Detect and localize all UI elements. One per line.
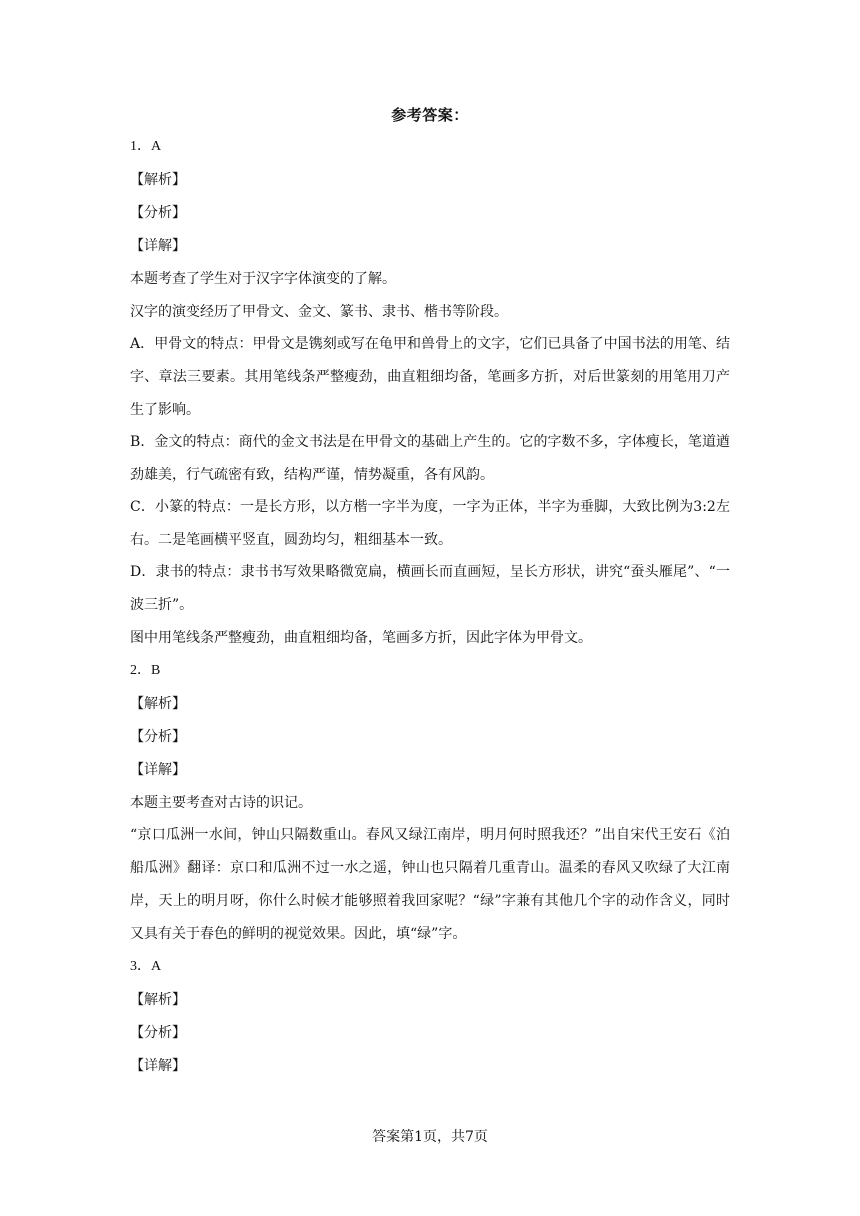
q2-answer: 2．B (130, 663, 161, 678)
q1-option-b: B．金文的特点：商代的金文书法是在甲骨文的基础上产生的。它的字数不多，字体瘦长，笔道遒劲雄美，行气疏密有致，结构严谨，情势凝重，各有风韵。 (130, 434, 730, 483)
page-footer: 答案第1页，共7页 (372, 1129, 488, 1145)
q1-fenxi-heading: 【分析】 (130, 205, 186, 221)
q2-fenxi-heading: 【分析】 (130, 729, 186, 745)
q2-poem-explanation: “京口瓜洲一水间，钟山只隔数重山。春风又绿江南岸，明月何时照我还？”出自宋代王安石《泊船瓜洲》翻译：京口和瓜洲不过一水之遥，钟山也只隔着几重青山。温柔的春风又吹绿了大江南岸，天上的明月呀，你什么时候才能够照着我回家呢？“绿”字兼有其他几个字的动作含义，同时又具有关于春色的鲜明的视觉效果。因此，填“绿”字。 (130, 827, 730, 942)
q1-option-c: C．小篆的特点：一是长方形，以方楷一字半为度，一字为正体，半字为垂脚，大致比例为3:2左右。二是笔画横平竖直，圆劲均匀，粗细基本一致。 (130, 499, 730, 548)
q1-detail-heading: 【详解】 (130, 238, 186, 254)
q2-detail-heading: 【详解】 (130, 762, 186, 778)
q1-conclusion: 图中用笔线条严整瘦劲，曲直粗细均备，笔画多方折，因此字体为甲骨文。 (130, 630, 592, 646)
q3-detail-heading: 【详解】 (130, 1058, 186, 1074)
page-title: 参考答案： (391, 106, 469, 124)
q1-option-d: D．隶书的特点：隶书书写效果略微宽扁，横画长而直画短，呈长方形状，讲究“蚕头雁尾”、“一波三折”。 (130, 564, 730, 613)
q2-analysis-heading: 【解析】 (130, 696, 186, 712)
q1-answer: 1．A (130, 139, 162, 154)
q1-option-a: A．甲骨文的特点：甲骨文是镌刻或写在龟甲和兽骨上的文字，它们已具备了中国书法的用笔、结字、章法三要素。其用笔线条严整瘦劲，曲直粗细均备，笔画多方折，对后世篆刻的用笔用刀产生了影响。 (130, 336, 730, 418)
q1-intro: 本题考查了学生对于汉字字体演变的了解。 (130, 271, 396, 287)
q3-analysis-heading: 【解析】 (130, 992, 186, 1008)
q2-intro: 本题主要考查对古诗的识记。 (130, 795, 312, 811)
answer-content (130, 104, 730, 1088)
q3-answer: 3．A (130, 959, 162, 974)
q1-stages: 汉字的演变经历了甲骨文、金文、篆书、隶书、楷书等阶段。 (130, 304, 508, 320)
q1-analysis-heading: 【解析】 (130, 172, 186, 188)
q3-fenxi-heading: 【分析】 (130, 1025, 186, 1041)
